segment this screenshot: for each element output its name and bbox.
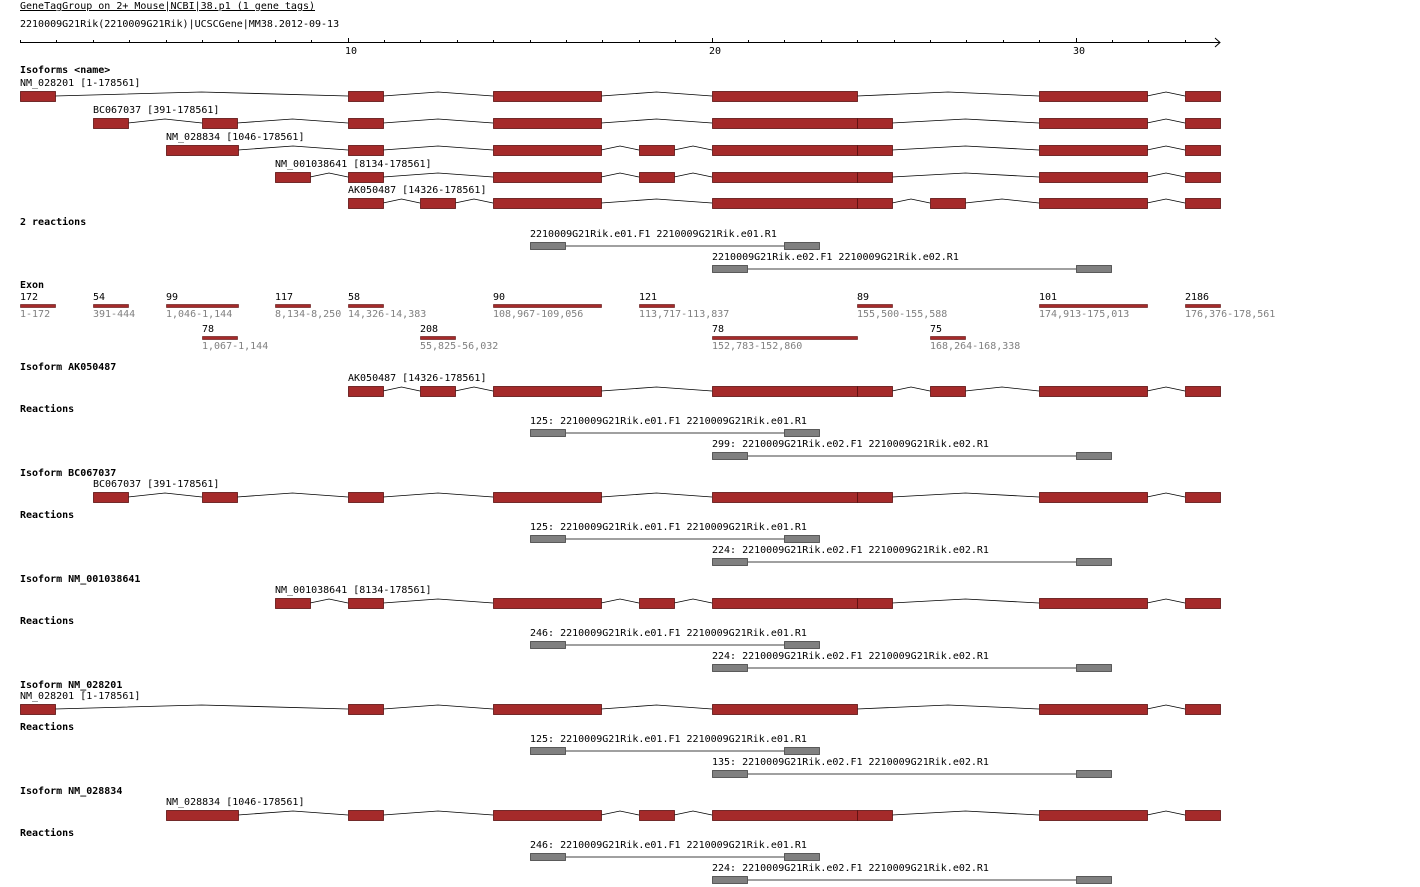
- exon-box: [494, 705, 602, 715]
- exon-box: [1040, 173, 1148, 183]
- intron-line: [238, 146, 348, 150]
- reaction-label: 125: 2210009G21Rik.e01.F1 2210009G21Rik.e01.R1: [530, 416, 807, 427]
- exon-box: [1040, 92, 1148, 102]
- reaction-label: 224: 2210009G21Rik.e02.F1 2210009G21Rik.e02.R1: [712, 863, 989, 874]
- intron-line: [383, 199, 420, 203]
- exon-size: 54: [93, 292, 106, 303]
- intron-line: [1147, 811, 1185, 815]
- exon-box: [94, 493, 129, 503]
- exon-box: [494, 119, 602, 129]
- exon-range: 55,825-56,032: [420, 341, 499, 352]
- primer-reverse: [1077, 771, 1112, 778]
- reactions-detail-title: Reactions: [20, 722, 75, 733]
- exon-box: [21, 92, 56, 102]
- exon-box: [349, 173, 384, 183]
- intron-line: [674, 173, 712, 177]
- reaction-label: 246: 2210009G21Rik.e01.F1 2210009G21Rik.e01.R1: [530, 840, 807, 851]
- reaction-label: 246: 2210009G21Rik.e01.F1 2210009G21Rik.e01.R1: [530, 628, 807, 639]
- intron-line: [455, 199, 493, 203]
- exon-range: 14,326-14,383: [348, 309, 427, 320]
- exon-size: 172: [20, 292, 39, 303]
- exon-box: [713, 173, 858, 183]
- reaction-label: 299: 2210009G21Rik.e02.F1 2210009G21Rik.e02.R1: [712, 439, 989, 450]
- isoform-detail-title: Isoform NM_028201: [20, 680, 123, 691]
- intron-line: [383, 387, 420, 391]
- exon-range: 113,717-113,837: [639, 309, 730, 320]
- primer-reverse: [785, 430, 820, 437]
- primer-reverse: [1077, 266, 1112, 273]
- intron-line: [892, 811, 1039, 815]
- reaction-label: 224: 2210009G21Rik.e02.F1 2210009G21Rik.e02.R1: [712, 651, 989, 662]
- intron-line: [310, 173, 348, 177]
- exon-box: [858, 119, 893, 129]
- isoform-label: NM_028834 [1046-178561]: [166, 132, 305, 143]
- intron-line: [1147, 199, 1185, 203]
- intron-line: [55, 92, 348, 96]
- exon-box: [931, 387, 966, 397]
- exon-range: 1,067-1,144: [202, 341, 269, 352]
- exon-box: [494, 173, 602, 183]
- exon-bar: [1186, 305, 1221, 308]
- exon-box: [1186, 387, 1221, 397]
- intron-line: [237, 493, 348, 497]
- exon-size: 2186: [1185, 292, 1210, 303]
- intron-line: [1147, 493, 1185, 497]
- exon-box: [167, 146, 239, 156]
- exon-bar: [94, 305, 129, 308]
- primer-forward: [713, 559, 748, 566]
- primer-forward: [713, 877, 748, 884]
- intron-line: [601, 92, 712, 96]
- isoform-detail-title: Isoform AK050487: [20, 362, 117, 373]
- reactions-detail-title: Reactions: [20, 616, 75, 627]
- exon-box: [421, 199, 456, 209]
- intron-line: [892, 173, 1039, 177]
- exon-box: [1040, 199, 1148, 209]
- exon-box: [1186, 92, 1221, 102]
- exon-range: 391-444: [93, 309, 136, 320]
- primer-forward: [531, 243, 566, 250]
- exon-size: 78: [202, 324, 215, 335]
- exon-box: [1040, 705, 1148, 715]
- intron-line: [674, 811, 712, 815]
- exon-box: [713, 705, 858, 715]
- exon-box: [858, 146, 893, 156]
- primer-forward: [531, 642, 566, 649]
- exon-box: [931, 199, 966, 209]
- isoform-label: BC067037 [391-178561]: [93, 479, 220, 490]
- exon-size: 75: [930, 324, 943, 335]
- exon-bar: [1040, 305, 1148, 308]
- exon-size: 208: [420, 324, 439, 335]
- reactions-detail-title: Reactions: [20, 828, 75, 839]
- exon-box: [203, 119, 238, 129]
- primer-reverse: [1077, 665, 1112, 672]
- exon-size: 89: [857, 292, 870, 303]
- exon-bar: [21, 305, 56, 308]
- primer-reverse: [785, 642, 820, 649]
- intron-line: [601, 811, 639, 815]
- exon-box: [640, 811, 675, 821]
- exon-box: [713, 119, 858, 129]
- isoforms-section-title: Isoforms <name>: [20, 65, 111, 76]
- intron-line: [892, 199, 930, 203]
- exon-box: [858, 811, 893, 821]
- exon-bar: [640, 305, 675, 308]
- ruler-tick-label: 30: [1073, 46, 1086, 57]
- intron-line: [601, 199, 712, 203]
- intron-line: [1147, 119, 1185, 123]
- exon-box: [1186, 599, 1221, 609]
- exon-box: [1186, 811, 1221, 821]
- exon-box: [349, 493, 384, 503]
- intron-line: [674, 146, 712, 150]
- exon-box: [1186, 173, 1221, 183]
- exon-box: [494, 599, 602, 609]
- exon-range: 1,046-1,144: [166, 309, 233, 320]
- intron-line: [892, 146, 1039, 150]
- intron-line: [455, 387, 493, 391]
- exon-range: 1-172: [20, 309, 51, 320]
- exon-box: [713, 146, 858, 156]
- exon-bar: [203, 337, 238, 340]
- primer-forward: [531, 854, 566, 861]
- intron-line: [857, 92, 1039, 96]
- exon-box: [1040, 387, 1148, 397]
- exon-box: [494, 146, 602, 156]
- isoform-detail-title: Isoform BC067037: [20, 468, 117, 479]
- exon-box: [713, 811, 858, 821]
- intron-line: [383, 599, 493, 603]
- intron-line: [383, 705, 493, 709]
- intron-line: [601, 493, 712, 497]
- intron-line: [128, 119, 202, 123]
- intron-line: [237, 119, 348, 123]
- exon-box: [640, 146, 675, 156]
- isoform-label: NM_001038641 [8134-178561]: [275, 585, 432, 596]
- exon-box: [1040, 811, 1148, 821]
- intron-line: [601, 146, 639, 150]
- isoform-label: NM_028201 [1-178561]: [20, 78, 141, 89]
- exon-range: 174,913-175,013: [1039, 309, 1130, 320]
- exon-bar: [276, 305, 311, 308]
- exon-box: [349, 705, 384, 715]
- exon-box: [858, 199, 893, 209]
- isoform-detail-title: Isoform NM_001038641: [20, 574, 141, 585]
- intron-line: [674, 599, 712, 603]
- exon-box: [713, 387, 858, 397]
- intron-line: [965, 199, 1039, 203]
- primer-forward: [531, 748, 566, 755]
- reactions-detail-title: Reactions: [20, 510, 75, 521]
- exon-box: [1040, 599, 1148, 609]
- exon-range: 176,376-178,561: [1185, 309, 1276, 320]
- gene-subtitle: 2210009G21Rik(2210009G21Rik)|UCSCGene|MM38.2012-09-13: [20, 19, 340, 30]
- primer-forward: [713, 771, 748, 778]
- exon-box: [858, 387, 893, 397]
- exon-box: [203, 493, 238, 503]
- exon-box: [94, 119, 129, 129]
- reaction-label: 135: 2210009G21Rik.e02.F1 2210009G21Rik.e02.R1: [712, 757, 989, 768]
- exon-size: 121: [639, 292, 658, 303]
- exon-box: [349, 146, 384, 156]
- exon-box: [421, 387, 456, 397]
- primer-forward: [531, 430, 566, 437]
- exon-bar: [167, 305, 239, 308]
- exon-size: 101: [1039, 292, 1058, 303]
- exon-bar: [349, 305, 384, 308]
- exon-box: [349, 199, 384, 209]
- exon-box: [713, 92, 858, 102]
- exon-size: 99: [166, 292, 179, 303]
- intron-line: [601, 173, 639, 177]
- exon-range: 152,783-152,860: [712, 341, 803, 352]
- exon-box: [349, 387, 384, 397]
- primer-reverse: [785, 748, 820, 755]
- ruler-tick-label: 20: [709, 46, 722, 57]
- exon-box: [349, 811, 384, 821]
- exon-box: [1040, 119, 1148, 129]
- exon-box: [858, 599, 893, 609]
- intron-line: [965, 387, 1039, 391]
- intron-line: [383, 173, 493, 177]
- primer-reverse: [1077, 453, 1112, 460]
- intron-line: [1147, 146, 1185, 150]
- exon-range: 155,500-155,588: [857, 309, 948, 320]
- reactions-detail-title: Reactions: [20, 404, 75, 415]
- exon-size: 117: [275, 292, 294, 303]
- exon-box: [1186, 119, 1221, 129]
- exon-box: [21, 705, 56, 715]
- ruler-tick-label: 10: [345, 46, 358, 57]
- page-title[interactable]: GeneTagGroup on 2+ Mouse|NCBI|38.p1 (1 gene tags): [20, 1, 316, 12]
- intron-line: [892, 387, 930, 391]
- exon-box: [349, 92, 384, 102]
- primer-forward: [713, 266, 748, 273]
- exon-box: [349, 599, 384, 609]
- intron-line: [383, 119, 493, 123]
- intron-line: [1147, 173, 1185, 177]
- exon-box: [276, 599, 311, 609]
- exon-box: [713, 493, 858, 503]
- exon-box: [494, 387, 602, 397]
- intron-line: [601, 387, 712, 391]
- isoform-detail-title: Isoform NM_028834: [20, 786, 123, 797]
- primer-forward: [713, 453, 748, 460]
- exon-box: [494, 811, 602, 821]
- exon-range: 108,967-109,056: [493, 309, 584, 320]
- exon-box: [640, 173, 675, 183]
- exon-bar: [931, 337, 966, 340]
- exon-box: [167, 811, 239, 821]
- isoform-label: AK050487 [14326-178561]: [348, 373, 487, 384]
- exon-range: 8,134-8,250: [275, 309, 342, 320]
- primer-reverse: [785, 854, 820, 861]
- exon-size: 78: [712, 324, 725, 335]
- exon-section-title: Exon: [20, 280, 45, 291]
- intron-line: [383, 493, 493, 497]
- exon-box: [1186, 146, 1221, 156]
- exon-box: [1186, 493, 1221, 503]
- intron-line: [1147, 705, 1185, 709]
- exon-box: [276, 173, 311, 183]
- isoform-label: NM_028201 [1-178561]: [20, 691, 141, 702]
- exon-bar: [494, 305, 602, 308]
- exon-box: [640, 599, 675, 609]
- isoform-label: AK050487 [14326-178561]: [348, 185, 487, 196]
- exon-bar: [858, 305, 893, 308]
- intron-line: [383, 811, 493, 815]
- intron-line: [1147, 92, 1185, 96]
- exon-box: [349, 119, 384, 129]
- exon-box: [494, 199, 602, 209]
- intron-line: [601, 599, 639, 603]
- exon-box: [858, 493, 893, 503]
- primer-forward: [713, 665, 748, 672]
- exon-bar: [713, 337, 858, 340]
- exon-box: [1186, 199, 1221, 209]
- intron-line: [238, 811, 348, 815]
- primer-reverse: [1077, 877, 1112, 884]
- intron-line: [128, 493, 202, 497]
- intron-line: [857, 705, 1039, 709]
- intron-line: [892, 493, 1039, 497]
- primer-reverse: [785, 536, 820, 543]
- intron-line: [601, 119, 712, 123]
- isoform-label: BC067037 [391-178561]: [93, 105, 220, 116]
- exon-box: [713, 199, 858, 209]
- exon-bar: [421, 337, 456, 340]
- reactions-section-title: 2 reactions: [20, 217, 87, 228]
- exon-box: [713, 599, 858, 609]
- intron-line: [383, 146, 493, 150]
- exon-box: [494, 493, 602, 503]
- intron-line: [601, 705, 712, 709]
- reaction-label: 2210009G21Rik.e01.F1 2210009G21Rik.e01.R1: [530, 229, 777, 240]
- exon-range: 168,264-168,338: [930, 341, 1021, 352]
- intron-line: [1147, 387, 1185, 391]
- isoform-label: NM_028834 [1046-178561]: [166, 797, 305, 808]
- exon-size: 58: [348, 292, 361, 303]
- reaction-label: 2210009G21Rik.e02.F1 2210009G21Rik.e02.R1: [712, 252, 959, 263]
- intron-line: [892, 599, 1039, 603]
- exon-box: [494, 92, 602, 102]
- isoform-label: NM_001038641 [8134-178561]: [275, 159, 432, 170]
- primer-reverse: [1077, 559, 1112, 566]
- intron-line: [1147, 599, 1185, 603]
- intron-line: [892, 119, 1039, 123]
- reaction-label: 125: 2210009G21Rik.e01.F1 2210009G21Rik.e01.R1: [530, 734, 807, 745]
- intron-line: [55, 705, 348, 709]
- primer-reverse: [785, 243, 820, 250]
- exon-size: 90: [493, 292, 506, 303]
- primer-forward: [531, 536, 566, 543]
- reaction-label: 224: 2210009G21Rik.e02.F1 2210009G21Rik.e02.R1: [712, 545, 989, 556]
- exon-box: [1040, 146, 1148, 156]
- exon-box: [858, 173, 893, 183]
- intron-line: [310, 599, 348, 603]
- exon-box: [1186, 705, 1221, 715]
- reaction-label: 125: 2210009G21Rik.e01.F1 2210009G21Rik.e01.R1: [530, 522, 807, 533]
- exon-box: [1040, 493, 1148, 503]
- intron-line: [383, 92, 493, 96]
